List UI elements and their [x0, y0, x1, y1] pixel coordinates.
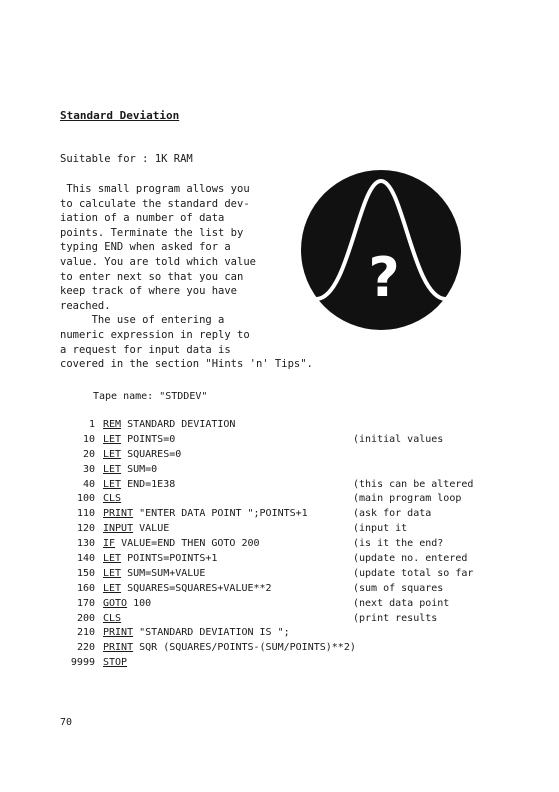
- intro-line: a request for input data is: [60, 343, 231, 356]
- code-line: [56, 657, 556, 672]
- statement: [103, 642, 356, 653]
- statement-body: END=1E38: [121, 478, 176, 490]
- intro-paragraph: [60, 182, 313, 372]
- statement: [103, 523, 169, 534]
- line-comment: (update total so far: [353, 567, 474, 579]
- keyword: LET: [103, 553, 122, 565]
- code-line: [56, 419, 556, 434]
- code-line: [56, 464, 556, 479]
- line-number: 1: [88, 419, 95, 430]
- keyword: LET: [103, 433, 122, 445]
- statement: [103, 434, 175, 445]
- line-number: 220: [76, 642, 95, 654]
- code-line: [56, 493, 556, 508]
- statement-body: SUM=0: [121, 463, 158, 475]
- intro-line: keep track of where you have: [60, 285, 238, 298]
- line-number: 150: [76, 567, 95, 579]
- keyword: REM: [103, 419, 122, 430]
- keyword: IF: [103, 538, 116, 550]
- code-line: [56, 523, 556, 538]
- statement: [103, 568, 205, 579]
- keyword: PRINT: [103, 627, 134, 639]
- statement-body: SQUARES=SQUARES+VALUE**2: [121, 582, 272, 594]
- keyword: STOP: [103, 657, 128, 669]
- code-line: [56, 538, 556, 553]
- line-number: 40: [82, 478, 95, 490]
- code-line: [56, 627, 556, 642]
- code-line: [56, 508, 556, 523]
- statement: [103, 419, 235, 430]
- code-line: [56, 449, 556, 464]
- statement: [103, 464, 157, 475]
- intro-line: numeric expression in reply to: [60, 328, 250, 341]
- statement-body: 100: [127, 597, 152, 609]
- line-number: 170: [76, 597, 95, 609]
- line-comment: (next data point: [353, 597, 450, 609]
- intro-line: to enter next so that you can: [60, 270, 244, 283]
- code-line: [56, 568, 556, 583]
- line-number: 10: [82, 433, 95, 445]
- statement-body: SQUARES=0: [121, 448, 182, 460]
- statement-body: POINTS=POINTS+1: [121, 553, 218, 565]
- intro-line: covered in the section "Hints 'n' Tips".: [60, 358, 313, 371]
- keyword: PRINT: [103, 642, 134, 654]
- line-comment: (print results: [353, 612, 438, 624]
- code-line: [56, 479, 556, 494]
- statement: [103, 613, 121, 624]
- code-line: [56, 583, 556, 598]
- line-number: 100: [76, 493, 95, 505]
- line-number: 140: [76, 553, 95, 565]
- intro-line: The use of entering a: [60, 314, 225, 327]
- line-number: 210: [76, 627, 95, 639]
- program-listing: [56, 419, 556, 672]
- question-mark-glyph: ?: [368, 246, 400, 309]
- code-line: [56, 642, 556, 657]
- line-comment: (sum of squares: [353, 582, 444, 594]
- statement: [103, 449, 181, 460]
- line-number: 200: [76, 612, 95, 624]
- statement: [103, 657, 127, 668]
- line-number: 20: [82, 448, 95, 460]
- code-line: [56, 553, 556, 568]
- line-number: 9999: [70, 657, 95, 669]
- page-number: 70: [60, 717, 73, 728]
- keyword: LET: [103, 567, 122, 579]
- intro-line: This small program allows you: [60, 183, 250, 195]
- intro-line: reached.: [60, 299, 111, 312]
- keyword: LET: [103, 582, 122, 594]
- intro-line: points. Terminate the list by: [60, 226, 244, 239]
- statement: [103, 538, 260, 549]
- line-comment: (main program loop: [353, 493, 462, 505]
- line-number: 110: [76, 508, 95, 520]
- statement-body: STANDARD DEVIATION: [121, 419, 236, 430]
- statement: [103, 598, 151, 609]
- line-number: 160: [76, 582, 95, 594]
- statement-body: VALUE: [133, 523, 170, 535]
- intro-line: iation of a number of data: [60, 212, 225, 225]
- statement-body: "STANDARD DEVIATION IS ";: [133, 627, 290, 639]
- intro-line: value. You are told which value: [60, 255, 256, 268]
- statement: [103, 508, 308, 519]
- statement-body: SQR (SQUARES/POINTS-(SUM/POINTS)**2): [133, 642, 356, 654]
- statement-body: "ENTER DATA POINT ";POINTS+1: [133, 508, 308, 520]
- section-heading: Standard Deviation: [60, 109, 180, 122]
- keyword: LET: [103, 463, 122, 475]
- code-line: [56, 613, 556, 628]
- statement-body: SUM=SUM+VALUE: [121, 567, 206, 579]
- statement: [103, 493, 121, 504]
- line-comment: (update no. entered: [353, 553, 468, 565]
- line-number: 30: [82, 463, 95, 475]
- keyword: LET: [103, 448, 122, 460]
- line-comment: (initial values: [353, 433, 444, 445]
- line-comment: (is it the end?: [353, 538, 444, 550]
- code-line: [56, 434, 556, 449]
- statement: [103, 553, 217, 564]
- statement: [103, 479, 175, 490]
- suitable-for-note: Suitable for : 1K RAM: [60, 153, 193, 165]
- keyword: CLS: [103, 493, 122, 505]
- keyword: LET: [103, 478, 122, 490]
- tape-name: Tape name: "STDDEV": [93, 391, 208, 402]
- keyword: GOTO: [103, 597, 128, 609]
- line-number: 130: [76, 538, 95, 550]
- line-comment: (input it: [353, 523, 408, 535]
- line-number: 120: [76, 523, 95, 535]
- keyword: PRINT: [103, 508, 134, 520]
- intro-line: typing END when asked for a: [60, 241, 231, 254]
- keyword: INPUT: [103, 523, 134, 535]
- line-comment: (ask for data: [353, 508, 432, 520]
- statement-body: POINTS=0: [121, 433, 176, 445]
- statement: [103, 627, 290, 638]
- intro-line: to calculate the standard dev-: [60, 197, 250, 210]
- bell-curve-question-icon: [299, 153, 463, 348]
- code-line: [56, 598, 556, 613]
- line-comment: (this can be altered: [353, 478, 474, 490]
- keyword: CLS: [103, 612, 122, 624]
- statement-body: VALUE=END THEN GOTO 200: [115, 538, 260, 550]
- statement: [103, 583, 272, 594]
